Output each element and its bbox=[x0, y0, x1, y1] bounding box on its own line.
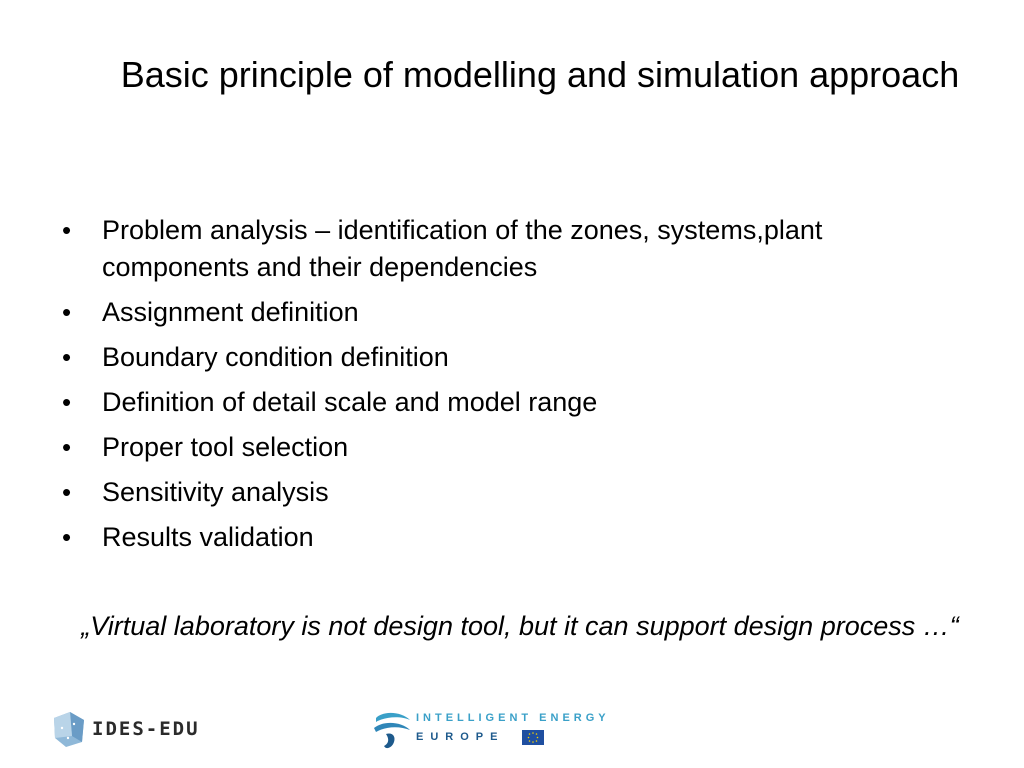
bullet-item bbox=[60, 519, 960, 556]
bullet-marker: • bbox=[62, 522, 72, 552]
ides-edu-logo-icon bbox=[52, 710, 86, 748]
bullet-list bbox=[60, 212, 960, 564]
bullet-marker: • bbox=[62, 342, 72, 372]
bullet-item bbox=[60, 429, 960, 466]
eu-flag-icon bbox=[522, 730, 544, 745]
bullet-marker: • bbox=[62, 215, 72, 245]
bullet-marker: • bbox=[62, 477, 72, 507]
bullet-item bbox=[60, 384, 960, 421]
ides-edu-logo bbox=[52, 710, 212, 750]
bullet-text: Sensitivity analysis bbox=[102, 477, 329, 507]
bullet-text: Assignment definition bbox=[102, 297, 359, 327]
bullet-item bbox=[60, 294, 960, 331]
bullet-item bbox=[60, 339, 960, 376]
slide-title: Basic principle of modelling and simulation approach bbox=[120, 54, 960, 95]
bullet-text: Problem analysis – identification of the zones, systems,plant components and their dependencies bbox=[102, 215, 823, 282]
bullet-marker: • bbox=[62, 387, 72, 417]
bullet-item bbox=[60, 474, 960, 511]
bullet-marker: • bbox=[62, 297, 72, 327]
bullet-text: Proper tool selection bbox=[102, 432, 349, 462]
quote-text: „Virtual laboratory is not design tool, but it can support design process …“ bbox=[81, 611, 959, 641]
intelligent-energy-europe-logo-icon bbox=[372, 708, 412, 752]
intelligent-energy-text: INTELLIGENT ENERGY bbox=[416, 712, 610, 724]
bullet-marker: • bbox=[62, 432, 72, 462]
bullet-item bbox=[60, 212, 960, 286]
ides-edu-logo-text: IDES-EDU bbox=[92, 718, 200, 740]
europe-text: EUROPE bbox=[416, 731, 505, 743]
bullet-text: Definition of detail scale and model range bbox=[102, 387, 598, 417]
bullet-text: Results validation bbox=[102, 522, 314, 552]
intelligent-energy-europe-logo bbox=[372, 706, 642, 752]
bullet-text: Boundary condition definition bbox=[102, 342, 449, 372]
